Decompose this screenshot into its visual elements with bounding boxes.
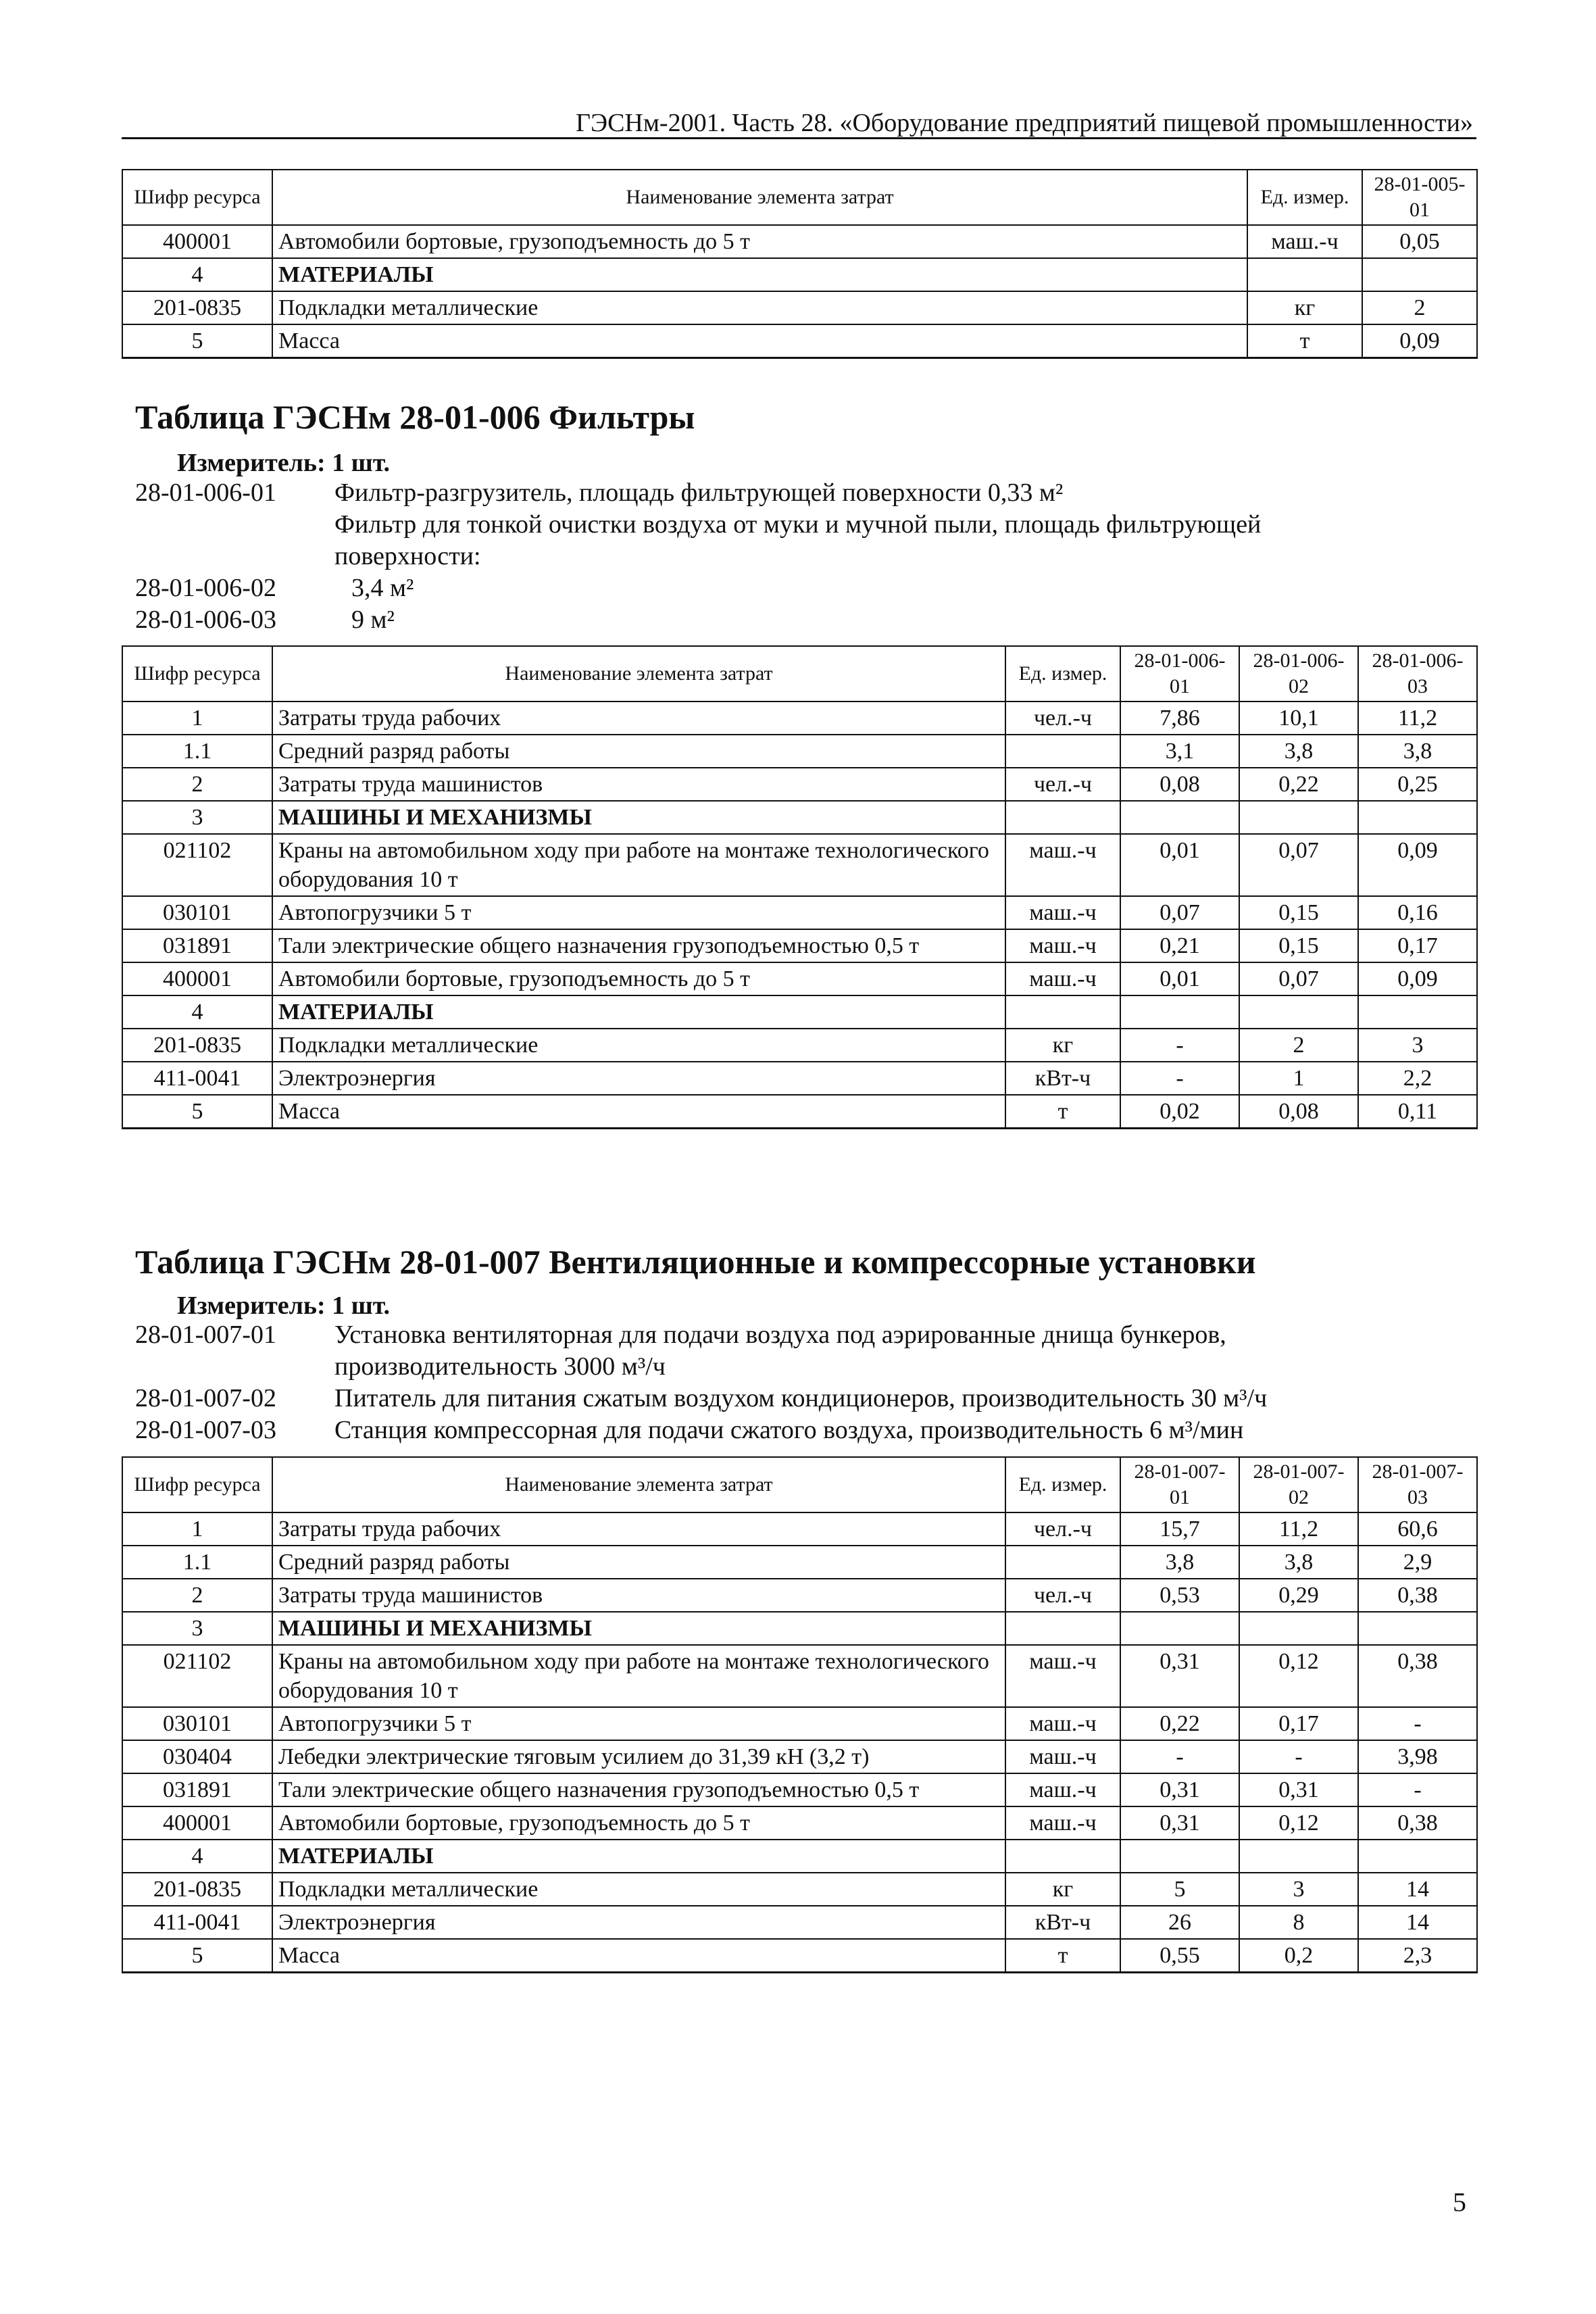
norm-value: 0,16 — [1358, 896, 1477, 929]
item-description: Установка вентиляторная для подачи воздуха под аэрированные днища бункеров, — [334, 1321, 1226, 1349]
unit: т — [1005, 1939, 1120, 1973]
norm-value: 1 — [1239, 1062, 1358, 1095]
table-title-28-01-006: Таблица ГЭСНм 28-01-006 Фильтры — [135, 398, 695, 436]
table-row — [122, 1873, 1477, 1906]
norm-value: 0,17 — [1239, 1707, 1358, 1740]
table-header-row — [122, 646, 1477, 701]
unit — [1005, 1546, 1120, 1579]
resource-code: 4 — [122, 1840, 272, 1873]
norm-value: 0,55 — [1120, 1939, 1239, 1973]
cost-element-name: Средний разряд работы — [272, 735, 1005, 768]
norm-value: 2,2 — [1358, 1062, 1477, 1095]
norm-value: 0,22 — [1120, 1707, 1239, 1740]
table-header-row — [122, 170, 1477, 225]
norm-value: - — [1120, 1062, 1239, 1095]
table-row — [122, 1062, 1477, 1095]
norm-value: 10,1 — [1239, 701, 1358, 735]
norm-value: 2 — [1362, 291, 1477, 324]
norm-value: 0,22 — [1239, 768, 1358, 801]
cost-element-name: Автомобили бортовые, грузоподъемность до 5 т — [272, 225, 1247, 258]
section-heading: МАТЕРИАЛЫ — [272, 258, 1247, 291]
cost-element-name: Затраты труда машинистов — [272, 1579, 1005, 1612]
norm-value: 7,86 — [1120, 701, 1239, 735]
norm-value: 2,9 — [1358, 1546, 1477, 1579]
table-row — [122, 324, 1477, 358]
unit: кг — [1005, 1873, 1120, 1906]
norm-value: 0,17 — [1358, 929, 1477, 962]
resource-code: 2 — [122, 768, 272, 801]
page-number: 5 — [1453, 2187, 1466, 2217]
col-header-norm-3: 28-01-006-03 — [1358, 646, 1477, 701]
norm-value: 11,2 — [1239, 1512, 1358, 1546]
resource-code: 5 — [122, 1939, 272, 1973]
unit: маш.-ч — [1005, 1806, 1120, 1840]
resource-code: 4 — [122, 258, 272, 291]
unit: кг — [1005, 1029, 1120, 1062]
cost-element-name: Автомобили бортовые, грузоподъемность до 5 т — [272, 962, 1005, 995]
resource-code: 030404 — [122, 1740, 272, 1773]
resource-code: 411-0041 — [122, 1906, 272, 1939]
unit: чел.-ч — [1005, 701, 1120, 735]
norm-value: 2 — [1239, 1029, 1358, 1062]
meter-label: Измеритель: 1 шт. — [177, 1291, 391, 1320]
unit — [1247, 258, 1362, 291]
item-code: 28-01-006-02 — [135, 574, 276, 602]
cost-element-name: Автопогрузчики 5 т — [272, 1707, 1005, 1740]
resource-code: 031891 — [122, 1773, 272, 1806]
item-description: производительность 3000 м³/ч — [334, 1352, 666, 1381]
cost-element-name: Подкладки металлические — [272, 291, 1247, 324]
col-header-unit: Ед. измер. — [1247, 170, 1362, 225]
table-row — [122, 291, 1477, 324]
norm-value: - — [1358, 1707, 1477, 1740]
cost-element-name: Подкладки металлические — [272, 1029, 1005, 1062]
meter-label: Измеритель: 1 шт. — [177, 449, 391, 477]
resource-code: 400001 — [122, 962, 272, 995]
cost-element-name: Масса — [272, 1939, 1005, 1973]
norm-value: 0,25 — [1358, 768, 1477, 801]
unit: т — [1247, 324, 1362, 358]
resource-code: 201-0835 — [122, 291, 272, 324]
norm-value: 5 — [1120, 1873, 1239, 1906]
table-title-28-01-007: Таблица ГЭСНм 28-01-007 Вентиляционные и компрессорные установки — [135, 1243, 1256, 1281]
table-row — [122, 225, 1477, 258]
resource-code: 5 — [122, 1095, 272, 1129]
col-header-norm-2: 28-01-006-02 — [1239, 646, 1358, 701]
norm-value: 0,12 — [1239, 1645, 1358, 1707]
table-row — [122, 1546, 1477, 1579]
table-row — [122, 1939, 1477, 1973]
resource-code: 400001 — [122, 225, 272, 258]
section-heading: МАШИНЫ И МЕХАНИЗМЫ — [272, 1612, 1005, 1645]
norm-value: - — [1239, 1740, 1358, 1773]
norm-value: 3,1 — [1120, 735, 1239, 768]
norm-value: 0,53 — [1120, 1579, 1239, 1612]
norm-value: - — [1120, 1029, 1239, 1062]
col-header-code: Шифр ресурса — [122, 646, 272, 701]
table-row — [122, 896, 1477, 929]
cost-table-28-01-007 — [122, 1456, 1478, 1973]
cost-element-name: Тали электрические общего назначения грузоподъемностью 0,5 т — [272, 929, 1005, 962]
resource-code: 1 — [122, 701, 272, 735]
resource-code: 1.1 — [122, 735, 272, 768]
unit: маш.-ч — [1005, 896, 1120, 929]
item-description: Питатель для питания сжатым воздухом кондиционеров, производительность 30 м³/ч — [334, 1384, 1268, 1412]
unit: маш.-ч — [1005, 929, 1120, 962]
norm-value: 0,31 — [1120, 1645, 1239, 1707]
cost-element-name: Автопогрузчики 5 т — [272, 896, 1005, 929]
table-row — [122, 962, 1477, 995]
table-row — [122, 258, 1477, 291]
col-header-unit: Ед. измер. — [1005, 646, 1120, 701]
resource-code: 400001 — [122, 1806, 272, 1840]
norm-value: 0,29 — [1239, 1579, 1358, 1612]
norm-value: 0,02 — [1120, 1095, 1239, 1129]
cost-element-name: Электроэнергия — [272, 1906, 1005, 1939]
norm-value: 0,21 — [1120, 929, 1239, 962]
cost-element-name: Подкладки металлические — [272, 1873, 1005, 1906]
resource-code: 1 — [122, 1512, 272, 1546]
unit: маш.-ч — [1005, 962, 1120, 995]
table-row — [122, 1806, 1477, 1840]
norm-value — [1120, 1840, 1239, 1873]
norm-value: 14 — [1358, 1906, 1477, 1939]
cost-element-name: Масса — [272, 324, 1247, 358]
item-code: 28-01-006-03 — [135, 606, 276, 634]
header-rule — [122, 137, 1476, 139]
item-description: 3,4 м² — [351, 574, 414, 602]
resource-code: 3 — [122, 1612, 272, 1645]
cost-element-name: Электроэнергия — [272, 1062, 1005, 1095]
norm-value: 3 — [1239, 1873, 1358, 1906]
col-header-name: Наименование элемента затрат — [272, 170, 1247, 225]
item-code: 28-01-007-03 — [135, 1416, 276, 1444]
col-header-code: Шифр ресурса — [122, 1457, 272, 1512]
unit: маш.-ч — [1247, 225, 1362, 258]
norm-value: 60,6 — [1358, 1512, 1477, 1546]
norm-value — [1358, 995, 1477, 1029]
norm-value: 0,31 — [1239, 1773, 1358, 1806]
norm-value: 0,07 — [1239, 962, 1358, 995]
norm-value: 0,15 — [1239, 929, 1358, 962]
norm-value: 0,07 — [1120, 896, 1239, 929]
resource-code: 030101 — [122, 896, 272, 929]
table-row — [122, 1095, 1477, 1129]
unit: кг — [1247, 291, 1362, 324]
norm-value: 0,08 — [1239, 1095, 1358, 1129]
norm-value — [1239, 1612, 1358, 1645]
table-row — [122, 1512, 1477, 1546]
resource-code: 4 — [122, 995, 272, 1029]
col-header-name: Наименование элемента затрат — [272, 646, 1005, 701]
unit: маш.-ч — [1005, 1707, 1120, 1740]
norm-value: 3,8 — [1120, 1546, 1239, 1579]
resource-code: 021102 — [122, 834, 272, 896]
table-row — [122, 834, 1477, 896]
norm-value: 0,31 — [1120, 1773, 1239, 1806]
norm-value: 11,2 — [1358, 701, 1477, 735]
norm-value: 2,3 — [1358, 1939, 1477, 1973]
resource-code: 030101 — [122, 1707, 272, 1740]
norm-value: 3,8 — [1239, 735, 1358, 768]
norm-value: 26 — [1120, 1906, 1239, 1939]
unit: чел.-ч — [1005, 768, 1120, 801]
cost-element-name: Краны на автомобильном ходу при работе на монтаже технологического оборудования 10 т — [272, 834, 1005, 896]
norm-value — [1120, 1612, 1239, 1645]
unit — [1005, 1840, 1120, 1873]
norm-value — [1239, 995, 1358, 1029]
col-header-norm-2: 28-01-007-02 — [1239, 1457, 1358, 1512]
table-row — [122, 1645, 1477, 1707]
table-row — [122, 929, 1477, 962]
cost-element-name: Автомобили бортовые, грузоподъемность до 5 т — [272, 1806, 1005, 1840]
unit — [1005, 995, 1120, 1029]
norm-value: 0,15 — [1239, 896, 1358, 929]
col-header-norm-1: 28-01-006-01 — [1120, 646, 1239, 701]
cost-table-28-01-006 — [122, 645, 1478, 1129]
col-header-norm-3: 28-01-007-03 — [1358, 1457, 1477, 1512]
item-code: 28-01-007-02 — [135, 1384, 276, 1412]
resource-code: 2 — [122, 1579, 272, 1612]
table-row — [122, 1707, 1477, 1740]
norm-value: 0,08 — [1120, 768, 1239, 801]
norm-value: 3 — [1358, 1029, 1477, 1062]
unit: маш.-ч — [1005, 1740, 1120, 1773]
norm-value: 0,01 — [1120, 962, 1239, 995]
norm-value: 0,38 — [1358, 1645, 1477, 1707]
unit: кВт-ч — [1005, 1906, 1120, 1939]
resource-code: 021102 — [122, 1645, 272, 1707]
table-header-row — [122, 1457, 1477, 1512]
norm-value: 0,31 — [1120, 1806, 1239, 1840]
table-row — [122, 1906, 1477, 1939]
resource-code: 201-0835 — [122, 1873, 272, 1906]
cost-element-name: Лебедки электрические тяговым усилием до 31,39 кН (3,2 т) — [272, 1740, 1005, 1773]
norm-value: 3,8 — [1358, 735, 1477, 768]
unit — [1005, 801, 1120, 834]
unit: маш.-ч — [1005, 1773, 1120, 1806]
norm-value: 8 — [1239, 1906, 1358, 1939]
item-description: Фильтр для тонкой очистки воздуха от муки и мучной пыли, площадь фильтрующей — [334, 510, 1262, 539]
item-description: Фильтр-разгрузитель, площадь фильтрующей поверхности 0,33 м² — [334, 478, 1064, 507]
norm-value: 15,7 — [1120, 1512, 1239, 1546]
norm-value: 14 — [1358, 1873, 1477, 1906]
norm-value: 0,11 — [1358, 1095, 1477, 1129]
unit — [1005, 1612, 1120, 1645]
table-row — [122, 1740, 1477, 1773]
norm-value — [1362, 258, 1477, 291]
norm-value — [1120, 995, 1239, 1029]
table-row — [122, 1773, 1477, 1806]
table-row — [122, 1029, 1477, 1062]
norm-value: 0,09 — [1358, 962, 1477, 995]
norm-value — [1358, 801, 1477, 834]
item-description: Станция компрессорная для подачи сжатого воздуха, производительность 6 м³/мин — [334, 1416, 1244, 1444]
unit: т — [1005, 1095, 1120, 1129]
table-row — [122, 735, 1477, 768]
norm-value: 0,07 — [1239, 834, 1358, 896]
norm-value — [1239, 1840, 1358, 1873]
resource-code: 031891 — [122, 929, 272, 962]
running-header: ГЭСНм-2001. Часть 28. «Оборудование предприятий пищевой промышленности» — [576, 109, 1473, 137]
unit: чел.-ч — [1005, 1512, 1120, 1546]
item-code: 28-01-006-01 — [135, 478, 276, 507]
cost-element-name: Масса — [272, 1095, 1005, 1129]
cost-element-name: Средний разряд работы — [272, 1546, 1005, 1579]
norm-value: 0,09 — [1362, 324, 1477, 358]
norm-value — [1358, 1612, 1477, 1645]
unit: маш.-ч — [1005, 834, 1120, 896]
norm-value: 3,8 — [1239, 1546, 1358, 1579]
col-header-unit: Ед. измер. — [1005, 1457, 1120, 1512]
section-heading: МАТЕРИАЛЫ — [272, 1840, 1005, 1873]
resource-code: 411-0041 — [122, 1062, 272, 1095]
resource-code: 5 — [122, 324, 272, 358]
item-description: 9 м² — [351, 606, 395, 634]
table-row — [122, 1579, 1477, 1612]
unit: чел.-ч — [1005, 1579, 1120, 1612]
norm-value: - — [1358, 1773, 1477, 1806]
table-row — [122, 801, 1477, 834]
norm-value: - — [1120, 1740, 1239, 1773]
norm-value — [1358, 1840, 1477, 1873]
norm-value: 0,12 — [1239, 1806, 1358, 1840]
table-row — [122, 768, 1477, 801]
table-row — [122, 1840, 1477, 1873]
item-code: 28-01-007-01 — [135, 1321, 276, 1349]
norm-value: 0,05 — [1362, 225, 1477, 258]
norm-value: 0,2 — [1239, 1939, 1358, 1973]
unit: маш.-ч — [1005, 1645, 1120, 1707]
section-heading: МАШИНЫ И МЕХАНИЗМЫ — [272, 801, 1005, 834]
norm-value: 0,09 — [1358, 834, 1477, 896]
col-header-norm-1: 28-01-005-01 — [1362, 170, 1477, 225]
resource-code: 3 — [122, 801, 272, 834]
cost-element-name: Затраты труда машинистов — [272, 768, 1005, 801]
table-row — [122, 701, 1477, 735]
norm-value: 0,38 — [1358, 1579, 1477, 1612]
col-header-code: Шифр ресурса — [122, 170, 272, 225]
norm-value — [1239, 801, 1358, 834]
section-heading: МАТЕРИАЛЫ — [272, 995, 1005, 1029]
resource-code: 201-0835 — [122, 1029, 272, 1062]
table-row — [122, 1612, 1477, 1645]
cost-element-name: Краны на автомобильном ходу при работе на монтаже технологического оборудования 10 т — [272, 1645, 1005, 1707]
item-description: поверхности: — [334, 542, 481, 570]
norm-value: 0,38 — [1358, 1806, 1477, 1840]
table-row — [122, 995, 1477, 1029]
norm-value: 0,01 — [1120, 834, 1239, 896]
cost-table-28-01-005 — [122, 169, 1478, 359]
norm-value: 3,98 — [1358, 1740, 1477, 1773]
unit: кВт-ч — [1005, 1062, 1120, 1095]
cost-element-name: Тали электрические общего назначения грузоподъемностью 0,5 т — [272, 1773, 1005, 1806]
unit — [1005, 735, 1120, 768]
col-header-name: Наименование элемента затрат — [272, 1457, 1005, 1512]
cost-element-name: Затраты труда рабочих — [272, 1512, 1005, 1546]
norm-value — [1120, 801, 1239, 834]
resource-code: 1.1 — [122, 1546, 272, 1579]
col-header-norm-1: 28-01-007-01 — [1120, 1457, 1239, 1512]
cost-element-name: Затраты труда рабочих — [272, 701, 1005, 735]
